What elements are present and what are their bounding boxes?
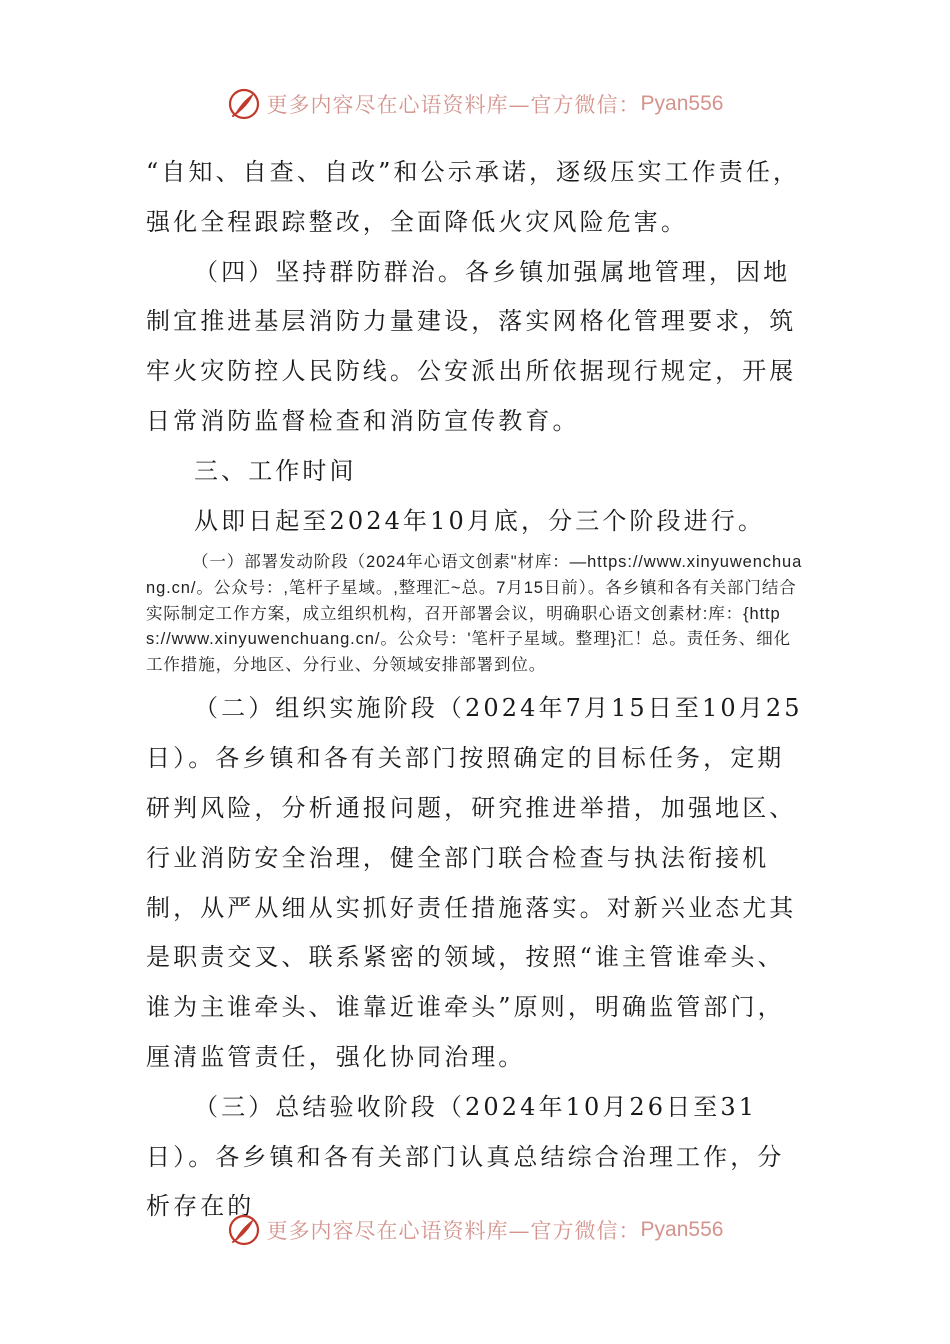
paragraph-phase-one: （一）部署发动阶段（2024年心语文创素"材库：—https://www.xinyuwenchuang.cn/。公众号：,笔杆子星域。,整理汇~总。7月15日前）。各乡镇和各有关部门结合实际制定工作方案，成立组织机构，召开部署会议，明确职心语文创素材:库：{https://www.xinyuwenchuang.cn/。公众号：'笔杆子星域。整理}汇！总。责任务、细化工作措施，分地区、分行业、分领域安排部署到位。: [146, 553, 803, 674]
quill-pen-logo-icon: [227, 1213, 261, 1247]
header-banner-handle: Pyan556: [640, 92, 724, 115]
paragraph-schedule-intro: 从即日起至2024年10月底，分三个阶段进行。: [194, 506, 765, 535]
header-banner-text: 更多内容尽在心语资料库—官方微信：: [266, 93, 641, 117]
paragraph-fire-risk: “自知、自查、自改”和公示承诺，逐级压实工作责任，强化全程跟踪整改，全面降低火灾风险危害。: [146, 158, 801, 236]
paragraph-phase-three: （三）总结验收阶段（2024年10月26日至31日）。各乡镇和各有关部门认真总结综合治理工作，分析存在的: [146, 1092, 785, 1221]
header-watermark-banner: [0, 80, 950, 128]
footer-banner-text: 更多内容尽在心语资料库—官方微信：: [266, 1219, 641, 1243]
footer-watermark-banner: [0, 1206, 950, 1254]
document-body: [146, 148, 806, 1232]
paragraph-phase-two: （二）组织实施阶段（2024年7月15日至10月25日）。各乡镇和各有关部门按照确定的目标任务，定期研判风险，分析通报问题，研究推进举措，加强地区、行业消防安全治理，健全部门联合检查与执法衔接机制，从严从细从实抓好责任措施落实。对新兴业态尤其是职责交叉、联系紧密的领域，按照“谁主管谁牵头、谁为主谁牵头、谁靠近谁牵头”原则，明确监管部门，厘清监管责任，强化协同治理。: [146, 694, 803, 1071]
paragraph-section-four: （四）坚持群防群治。各乡镇加强属地管理，因地制宜推进基层消防力量建设，落实网格化管理要求，筑牢火灾防控人民防线。公安派出所依据现行规定，开展日常消防监督检查和消防宣传教育。: [146, 257, 797, 435]
footer-banner-handle: Pyan556: [640, 1218, 724, 1241]
section-heading-work-time: 三、工作时间: [194, 456, 357, 485]
quill-pen-logo-icon: [227, 87, 261, 121]
